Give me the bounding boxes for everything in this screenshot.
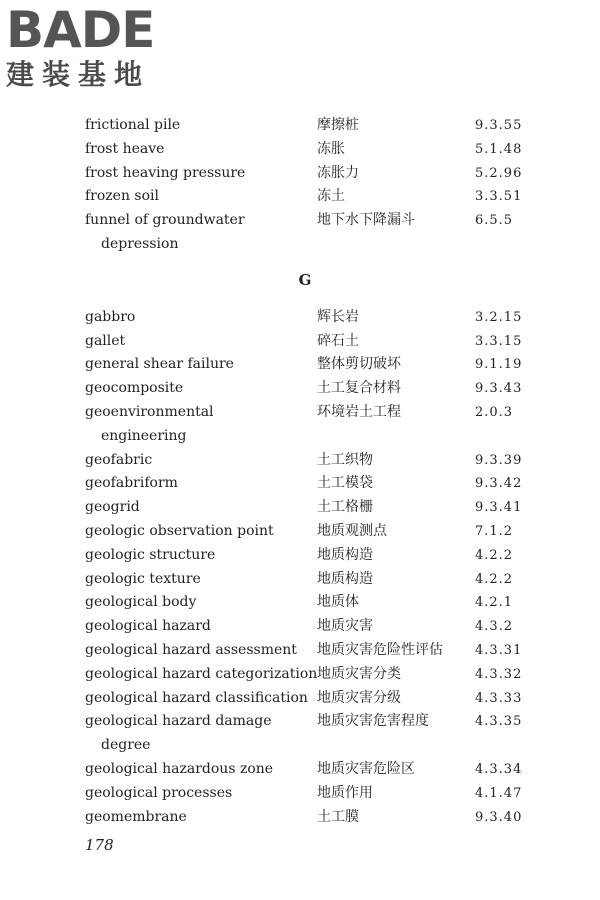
entry-chinese: 地质灾害分类 — [317, 665, 401, 682]
glossary-entry — [85, 520, 555, 544]
entry-chinese: 地质灾害危险区 — [317, 760, 415, 777]
entry-term-text: geological hazard damage — [85, 713, 272, 730]
entry-term-text: geological hazard assessment — [85, 641, 297, 658]
entry-term-text: frictional pile — [85, 117, 181, 133]
entry-reference: 7.1.2 — [475, 523, 514, 539]
entry-chinese: 环境岩土工程 — [317, 403, 401, 420]
entry-term — [85, 209, 317, 257]
glossary-entry — [85, 138, 555, 162]
entry-term-continuation: engineering — [101, 427, 187, 444]
glossary-entry — [85, 758, 555, 782]
entry-reference: 4.3.2 — [475, 619, 514, 635]
glossary-entry — [85, 710, 555, 758]
entry-term — [85, 377, 317, 401]
entry-term — [85, 615, 317, 639]
entry-chinese: 地质作用 — [317, 784, 373, 801]
page-number: 178 — [85, 836, 114, 854]
entry-term-text: general shear failure — [85, 356, 234, 373]
entry-group-g — [85, 306, 555, 830]
entry-term — [85, 330, 317, 354]
entry-term — [85, 591, 317, 615]
entry-term — [85, 472, 317, 496]
entry-term-text: gabbro — [85, 308, 136, 325]
entry-term — [85, 710, 317, 758]
entry-term-text: frost heaving pressure — [85, 164, 246, 181]
entry-group-f — [85, 114, 555, 257]
entry-term — [85, 639, 317, 663]
entry-term-text: geogrid — [85, 499, 140, 516]
entry-term-text: frozen soil — [85, 188, 159, 205]
entry-reference: 4.3.32 — [475, 666, 523, 682]
entry-reference: 3.3.51 — [475, 189, 523, 205]
entry-reference: 4.3.35 — [475, 714, 523, 730]
entry-reference: 4.3.31 — [475, 642, 523, 658]
entry-term — [85, 806, 317, 830]
entry-term — [85, 568, 317, 592]
glossary-entry — [85, 639, 555, 663]
glossary-entry — [85, 782, 555, 806]
entry-reference: 2.0.3 — [475, 404, 514, 420]
entry-chinese: 地质体 — [317, 594, 359, 611]
glossary-entry — [85, 472, 555, 496]
glossary-entry — [85, 330, 555, 354]
glossary-entry — [85, 162, 555, 186]
entry-term-text: geomembrane — [85, 808, 187, 825]
entry-chinese: 土工复合材料 — [317, 380, 401, 397]
glossary-entry — [85, 449, 555, 473]
glossary-entry — [85, 209, 555, 257]
entry-reference: 3.2.15 — [475, 309, 523, 325]
entry-reference: 4.2.2 — [475, 571, 514, 587]
entry-term — [85, 401, 317, 449]
entry-term-text: frost heave — [85, 140, 165, 157]
entry-term — [85, 663, 317, 687]
logo-subtitle: 建装基地 — [6, 58, 151, 91]
entry-term-text: geological body — [85, 594, 197, 611]
entry-term-text: geocomposite — [85, 380, 184, 397]
entry-term-text: geoenvironmental — [85, 403, 214, 420]
entry-reference: 4.3.33 — [475, 690, 523, 706]
entry-reference: 9.3.42 — [475, 476, 523, 492]
glossary-entry — [85, 591, 555, 615]
entry-reference: 9.3.40 — [475, 809, 523, 825]
entry-term — [85, 520, 317, 544]
entry-term — [85, 449, 317, 473]
entry-chinese: 土工模袋 — [317, 475, 373, 492]
glossary-entry — [85, 615, 555, 639]
entry-chinese: 地质观测点 — [317, 522, 387, 539]
glossary-entry — [85, 306, 555, 330]
entry-term-text: geologic texture — [85, 570, 201, 587]
entry-term — [85, 306, 317, 330]
entry-chinese: 整体剪切破坏 — [317, 356, 401, 373]
entry-term-text: geological hazard categorization — [85, 665, 318, 682]
entry-term-text: geofabric — [85, 451, 153, 468]
glossary-entry — [85, 544, 555, 568]
entry-chinese: 地质灾害危害程度 — [317, 713, 429, 730]
entry-reference: 5.2.96 — [475, 165, 523, 181]
entry-term — [85, 758, 317, 782]
entry-chinese: 土工织物 — [317, 451, 373, 468]
entry-chinese: 地质灾害 — [317, 618, 373, 635]
entry-reference: 4.3.34 — [475, 761, 523, 777]
entry-chinese: 冻胀 — [317, 140, 345, 157]
entry-chinese: 地质构造 — [317, 570, 373, 587]
entry-reference: 9.3.43 — [475, 381, 523, 397]
entry-term — [85, 162, 317, 186]
entry-chinese: 冻土 — [317, 188, 345, 205]
logo-word: BADE — [6, 1, 155, 59]
letter-heading: G — [298, 270, 312, 289]
entry-term — [85, 544, 317, 568]
entry-term-text: geologic observation point — [85, 522, 274, 539]
glossary-entry — [85, 114, 555, 138]
entry-term-continuation: degree — [101, 737, 151, 754]
glossary-entry — [85, 663, 555, 687]
glossary-entry — [85, 377, 555, 401]
entry-term — [85, 114, 317, 138]
entry-term-text: geological hazardous zone — [85, 760, 274, 777]
entry-term-text: geofabriform — [85, 475, 178, 492]
glossary-entry — [85, 401, 555, 449]
entry-term — [85, 782, 317, 806]
entry-chinese: 碎石土 — [317, 332, 359, 349]
entry-chinese: 地质灾害分级 — [317, 689, 401, 706]
entry-term — [85, 496, 317, 520]
entry-chinese: 冻胀力 — [317, 164, 359, 181]
entry-reference: 9.3.55 — [475, 118, 523, 133]
entry-reference: 6.5.5 — [475, 213, 514, 229]
glossary-entry — [85, 568, 555, 592]
entry-chinese: 地下水下降漏斗 — [317, 212, 415, 229]
entry-term-text: funnel of groundwater — [85, 212, 245, 229]
entry-term — [85, 185, 317, 209]
entry-term — [85, 138, 317, 162]
glossary-entry — [85, 496, 555, 520]
entry-term — [85, 353, 317, 377]
entry-chinese: 地质构造 — [317, 546, 373, 563]
entry-reference: 5.1.48 — [475, 141, 523, 157]
entry-chinese: 土工膜 — [317, 808, 359, 825]
entry-reference: 9.1.19 — [475, 357, 523, 373]
entry-reference: 3.3.15 — [475, 333, 523, 349]
entry-chinese: 土工格栅 — [317, 499, 373, 516]
site-logo — [6, 1, 176, 92]
entry-term-text: geological processes — [85, 784, 233, 801]
entry-term-continuation: depression — [101, 235, 179, 252]
entry-reference: 4.2.2 — [475, 547, 514, 563]
glossary-entry — [85, 185, 555, 209]
entry-chinese: 辉长岩 — [317, 308, 359, 325]
entry-reference: 4.1.47 — [475, 785, 523, 801]
glossary-entry — [85, 353, 555, 377]
entry-chinese: 摩擦桩 — [317, 117, 359, 133]
glossary-entries — [85, 114, 555, 829]
entry-chinese: 地质灾害危险性评估 — [317, 641, 443, 658]
entry-reference: 9.3.39 — [475, 452, 523, 468]
entry-reference: 9.3.41 — [475, 500, 523, 516]
entry-term-text: geological hazard classification — [85, 689, 308, 706]
glossary-entry — [85, 687, 555, 711]
entry-term-text: geological hazard — [85, 618, 211, 635]
entry-term-text: gallet — [85, 332, 126, 349]
entry-reference: 4.2.1 — [475, 595, 514, 611]
entry-term-text: geologic structure — [85, 546, 216, 563]
glossary-entry — [85, 806, 555, 830]
entry-term — [85, 687, 317, 711]
